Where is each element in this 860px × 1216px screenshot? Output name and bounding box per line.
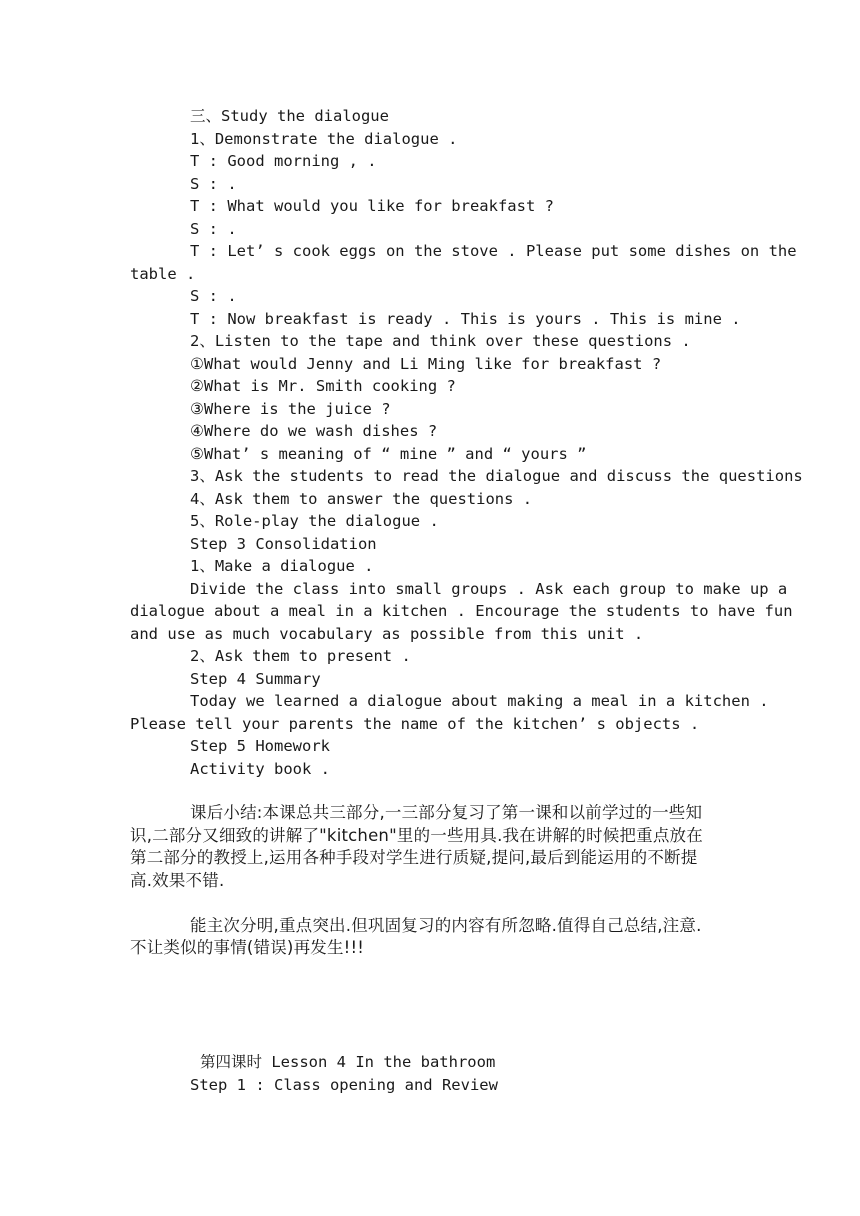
dialogue-line: T : Now breakfast is ready . This is yours . This is mine . bbox=[190, 310, 741, 328]
question-item: ④Where do we wash dishes ? bbox=[190, 422, 438, 440]
dialogue-line-continuation: table . bbox=[130, 265, 196, 283]
dialogue-line: S : . bbox=[190, 287, 237, 305]
text-line-continuation: dialogue about a meal in a kitchen . Encourage the students to have fun bbox=[130, 602, 793, 620]
text-line: 4、Ask them to answer the questions . bbox=[190, 490, 533, 508]
reflection-paragraph-line: 课后小结:本课总共三部分,一三部分复习了第一课和以前学过的一些知 bbox=[190, 803, 703, 822]
step-heading: Step 4 Summary bbox=[190, 670, 321, 688]
dialogue-line: T : Let’ s cook eggs on the stove . Please put some dishes on the bbox=[190, 242, 797, 260]
text-line: 1、Demonstrate the dialogue . bbox=[190, 130, 458, 148]
reflection-paragraph-line: 高.效果不错. bbox=[130, 871, 225, 890]
step-heading: Step 3 Consolidation bbox=[190, 535, 377, 553]
reflection-paragraph-line: 识,二部分又细致的讲解了"kitchen"里的一些用具.我在讲解的时候把重点放在 bbox=[130, 826, 703, 845]
dialogue-line: T : What would you like for breakfast ? bbox=[190, 197, 554, 215]
text-line: 5、Role-play the dialogue . bbox=[190, 512, 439, 530]
lesson-heading: 第四课时 Lesson 4 In the bathroom bbox=[200, 1053, 496, 1071]
reflection-paragraph-line: 第二部分的教授上,运用各种手段对学生进行质疑,提问,最后到能运用的不断提 bbox=[130, 848, 698, 867]
text-line: 2、Listen to the tape and think over these questions . bbox=[190, 332, 691, 350]
text-line: Divide the class into small groups . Ask each group to make up a bbox=[190, 580, 788, 598]
question-item: ③Where is the juice ? bbox=[190, 400, 391, 418]
text-line: 3、Ask the students to read the dialogue and discuss the questions bbox=[190, 467, 803, 485]
dialogue-line: T : Good morning , . bbox=[190, 152, 377, 170]
question-item: ⑤What’ s meaning of “ mine ” and “ yours ” bbox=[190, 445, 587, 463]
text-line: 2、Ask them to present . bbox=[190, 647, 411, 665]
section-heading: 三、Study the dialogue bbox=[190, 107, 389, 125]
step-heading: Step 1 : Class opening and Review bbox=[190, 1076, 498, 1094]
step-heading: Step 5 Homework bbox=[190, 737, 330, 755]
text-line-continuation: Please tell your parents the name of the kitchen’ s objects . bbox=[130, 715, 700, 733]
text-line-continuation: and use as much vocabulary as possible from this unit . bbox=[130, 625, 644, 643]
question-item: ②What is Mr. Smith cooking ? bbox=[190, 377, 456, 395]
reflection-paragraph-line: 不让类似的事情(错误)再发生!!! bbox=[130, 938, 365, 957]
text-line: Today we learned a dialogue about making a meal in a kitchen . bbox=[190, 692, 769, 710]
text-line: 1、Make a dialogue . bbox=[190, 557, 374, 575]
question-item: ①What would Jenny and Li Ming like for breakfast ? bbox=[190, 355, 662, 373]
dialogue-line: S : . bbox=[190, 175, 237, 193]
text-line: Activity book . bbox=[190, 760, 330, 778]
reflection-paragraph-line: 能主次分明,重点突出.但巩固复习的内容有所忽略.值得自己总结,注意. bbox=[190, 916, 702, 935]
dialogue-line: S : . bbox=[190, 220, 237, 238]
